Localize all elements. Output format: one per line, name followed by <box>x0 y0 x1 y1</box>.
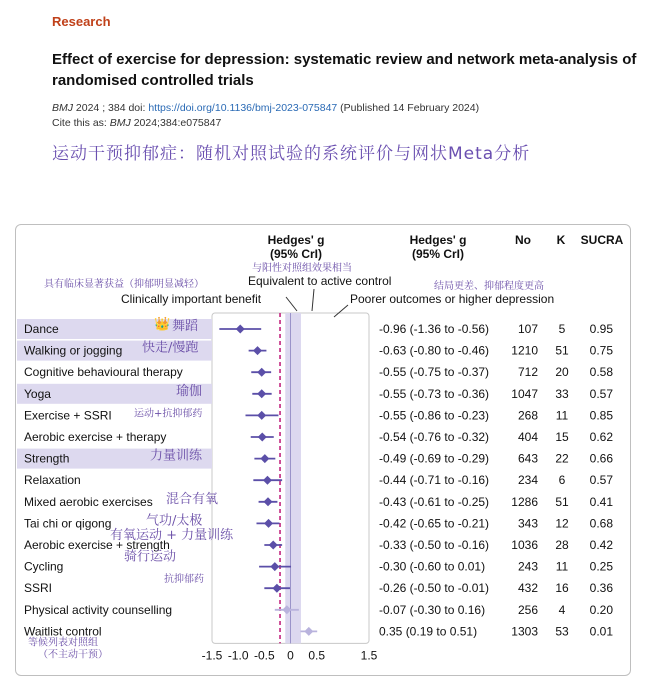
x-tick-label: 1.5 <box>360 648 378 663</box>
sucra-value: 0.57 <box>589 473 613 488</box>
n-value: 712 <box>517 365 538 380</box>
intervention-label: Aerobic exercise + strength <box>24 538 170 552</box>
sucra-value: 0.57 <box>589 386 613 401</box>
sucra-value: 0.20 <box>589 602 613 617</box>
k-value: 16 <box>555 581 569 596</box>
intervention-label: Aerobic exercise + therapy <box>24 430 167 444</box>
ci-value: -0.26 (-0.50 to -0.01) <box>379 581 490 596</box>
ci-value: -0.55 (-0.75 to -0.37) <box>379 365 490 380</box>
value-header-line-1: Hedges' g <box>409 233 467 247</box>
ci-value: -0.30 (-0.60 to 0.01) <box>379 559 486 574</box>
x-tick-label: -1.5 <box>201 648 223 663</box>
n-value: 268 <box>517 408 538 423</box>
k-value: 12 <box>555 516 569 531</box>
equivalence-band <box>285 313 301 643</box>
ci-value: -0.55 (-0.86 to -0.23) <box>379 408 490 423</box>
crown-icon: 👑 <box>154 316 171 331</box>
poorer-en-label: Poorer outcomes or higher depression <box>350 292 555 306</box>
equivalent-en-label: Equivalent to active control <box>248 274 392 288</box>
intervention-cn-label: 舞蹈 <box>172 319 199 334</box>
intervention-cn-label: 力量训练 <box>150 448 203 464</box>
n-value: 1210 <box>511 343 538 358</box>
section-label: Research <box>52 14 111 29</box>
intervention-cn-label: 等候列表对照组 <box>28 637 98 649</box>
ci-value: -0.07 (-0.30 to 0.16) <box>379 602 486 617</box>
n-value: 107 <box>517 322 538 336</box>
doi-link[interactable]: https://doi.org/10.1136/bmj-2023-075847 <box>148 102 338 114</box>
ci-value: -0.42 (-0.65 to -0.21) <box>379 516 490 531</box>
intervention-label: Exercise + SSRI <box>24 408 112 423</box>
intervention-cn-label: 抗抑郁药 <box>164 574 204 586</box>
title-line-1: Effect of exercise for depression: systematic review and network meta-analysis of <box>52 51 637 68</box>
value-header-line-2: (95% CrI) <box>411 247 464 261</box>
ci-value: -0.44 (-0.71 to -0.16) <box>379 473 490 488</box>
intervention-label: Cycling <box>24 559 64 574</box>
title-line-2: randomised controlled trials <box>52 72 254 89</box>
x-tick-label: 0.5 <box>308 648 326 663</box>
ci-value: -0.63 (-0.80 to -0.46) <box>379 343 490 358</box>
k-value: 15 <box>555 430 569 444</box>
published-date: (Published 14 February 2024) <box>337 102 480 114</box>
sucra-value: 0.41 <box>589 494 613 509</box>
benefit-cn-label: 具有临床显著获益（抑郁明显减轻） <box>44 279 204 290</box>
sucra-value: 0.85 <box>589 408 613 423</box>
ci-value: -0.33 (-0.50 to -0.16) <box>379 538 490 552</box>
k-value: 28 <box>555 538 569 552</box>
intervention-cn-label-2: （不主动干预） <box>38 649 108 661</box>
citation <box>52 101 642 131</box>
k-value: 5 <box>558 322 566 336</box>
n-value: 243 <box>517 559 538 574</box>
intervention-label: Cognitive behavioural therapy <box>24 365 183 380</box>
cite-journal: BMJ <box>109 117 131 129</box>
sucra-value: 0.95 <box>589 322 613 336</box>
sucra-value: 0.36 <box>589 581 613 596</box>
x-tick-label: 0 <box>287 648 294 663</box>
k-value: 53 <box>555 624 569 639</box>
equivalent-cn-label: 与阳性对照组效果相当 <box>252 263 352 274</box>
intervention-label: Walking or jogging <box>24 343 123 358</box>
intervention-cn-label: 运动+抗抑郁药 <box>134 408 203 420</box>
intervention-cn-label: 混合有氧 <box>166 491 219 507</box>
k-value: 20 <box>555 365 569 380</box>
intervention-label: Yoga <box>24 386 51 401</box>
ci-value: -0.43 (-0.61 to -0.25) <box>379 494 490 509</box>
intervention-label: Waitlist control <box>24 624 102 639</box>
ci-value: -0.96 (-1.36 to -0.56) <box>379 322 490 336</box>
n-value: 1036 <box>511 538 538 552</box>
year-volume: 2024 ; 384 doi: <box>73 102 149 114</box>
k-column-header: K <box>556 233 566 247</box>
k-value: 51 <box>555 343 569 358</box>
benefit-en-label: Clinically important benefit <box>121 292 262 306</box>
x-tick-label: -0.5 <box>253 648 275 663</box>
intervention-cn-label: 有氧运动 + 力量训练 <box>110 528 234 543</box>
k-value: 33 <box>555 386 569 401</box>
k-value: 11 <box>555 408 569 423</box>
sucra-value: 0.68 <box>589 516 613 531</box>
intervention-cn-label: 骑行运动 <box>124 549 177 565</box>
plot-header-line-2: (95% CrI) <box>269 247 322 261</box>
ci-value: 0.35 (0.19 to 0.51) <box>379 624 478 639</box>
sucra-value: 0.42 <box>589 538 613 552</box>
intervention-cn-label: 气功/太极 <box>146 513 203 529</box>
k-value: 6 <box>558 473 566 488</box>
intervention-label: SSRI <box>24 581 53 596</box>
n-value: 1047 <box>511 386 538 401</box>
sucra-value: 0.66 <box>589 451 613 466</box>
chinese-title: 运动干预抑郁症：随机对照试验的系统评价与网状Meta分析 <box>52 144 531 164</box>
k-value: 22 <box>555 451 569 466</box>
benefit-leader-line <box>286 297 297 311</box>
ci-value: -0.49 (-0.69 to -0.29) <box>379 451 490 466</box>
intervention-label: Mixed aerobic exercises <box>24 494 153 509</box>
intervention-cn-label: 快走/慢跑 <box>142 340 199 356</box>
sucra-value: 0.25 <box>589 559 613 574</box>
intervention-label: Dance <box>24 322 59 336</box>
x-tick-label: -1.0 <box>227 648 249 663</box>
cite-ref: 2024;384:e075847 <box>130 117 222 129</box>
n-value: 234 <box>517 473 538 488</box>
k-value: 4 <box>558 602 566 617</box>
intervention-label: Strength <box>24 451 70 466</box>
intervention-label: Tai chi or qigong <box>24 516 112 531</box>
plot-header-line-1: Hedges' g <box>267 233 325 247</box>
intervention-cn-label: 瑜伽 <box>176 383 203 399</box>
n-value: 343 <box>517 516 538 531</box>
n-value: 1303 <box>511 624 538 639</box>
forest-plot <box>16 225 632 677</box>
cite-prefix: Cite this as: <box>52 117 110 129</box>
n-value: 1286 <box>511 494 538 509</box>
intervention-label: Physical activity counselling <box>24 602 173 617</box>
k-value: 11 <box>555 559 569 574</box>
sucra-value: 0.75 <box>589 343 613 358</box>
sucra-value: 0.62 <box>589 430 613 444</box>
sucra-value: 0.58 <box>589 365 613 380</box>
n-value: 404 <box>517 430 538 444</box>
n-value: 432 <box>517 581 538 596</box>
ci-value: -0.54 (-0.76 to -0.32) <box>379 430 490 444</box>
k-value: 51 <box>555 494 569 509</box>
poorer-cn-label: 结局更差、抑郁程度更高 <box>434 281 544 292</box>
paper-title <box>52 49 642 91</box>
n-value: 643 <box>517 451 538 466</box>
journal-name: BMJ <box>52 102 73 114</box>
forest-plot-panel <box>15 224 631 676</box>
intervention-label: Relaxation <box>24 473 81 488</box>
n-value: 256 <box>517 602 538 617</box>
article-header <box>52 14 642 164</box>
ci-value: -0.55 (-0.73 to -0.36) <box>379 386 490 401</box>
sucra-value: 0.01 <box>589 624 613 639</box>
n-column-header: No <box>515 233 531 247</box>
sucra-column-header: SUCRA <box>580 233 624 247</box>
equivalent-leader-line <box>312 289 314 311</box>
